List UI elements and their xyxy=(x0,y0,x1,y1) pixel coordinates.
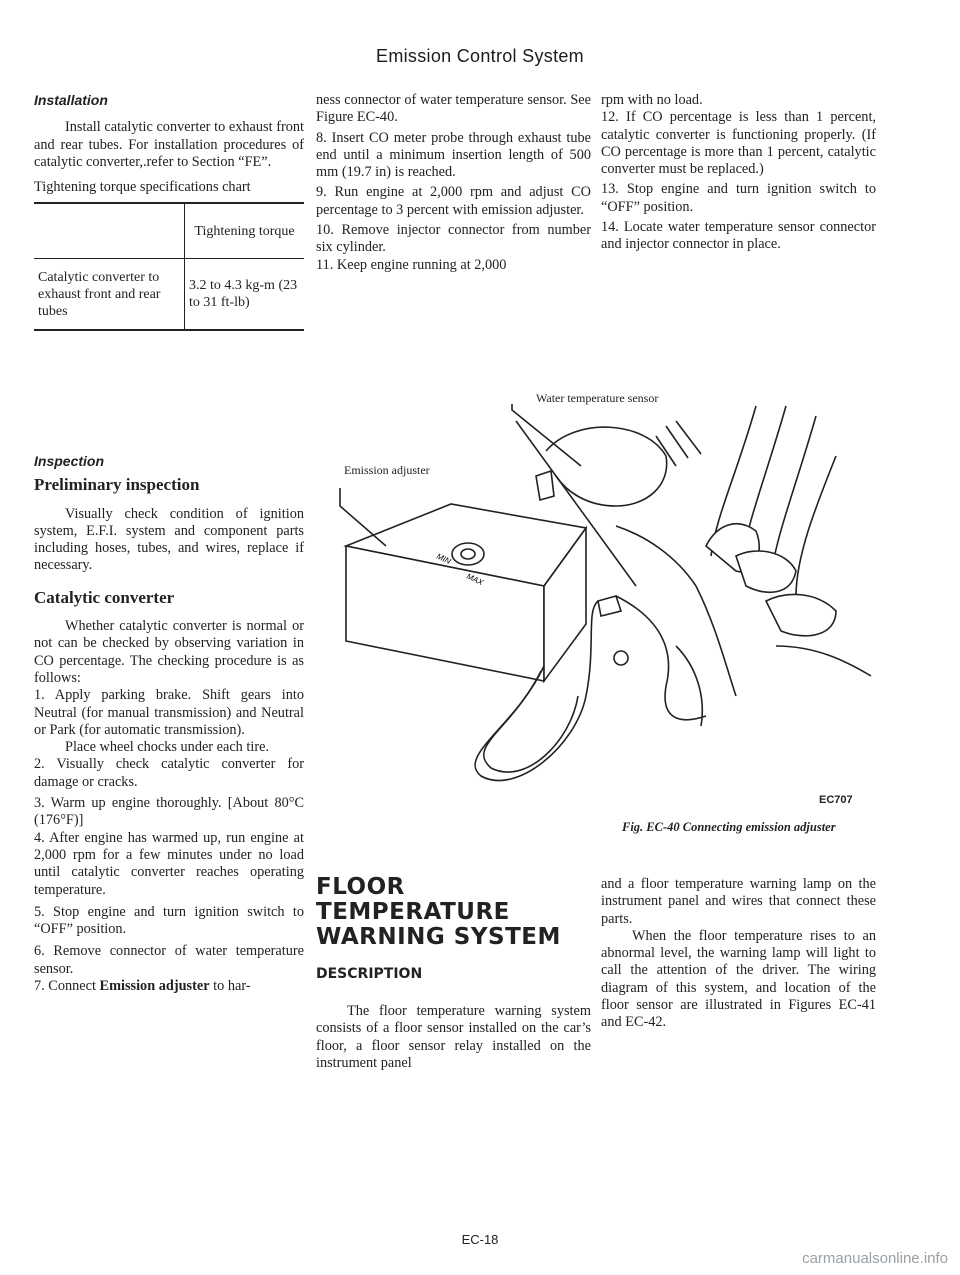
floor-paragraph-3: When the floor temperature rises to an abnormal level, the warning lamp will light to call the attention of the driver. The wiring diagram of this system, and location of the floor sensor are illustrated in Figures EC-41 and EC-42. xyxy=(601,927,876,1031)
preliminary-paragraph: Visually check condition of ignition system, E.F.I. system and component parts including hoses, tubes, and wires, replace if necessary. xyxy=(34,505,304,574)
step-1: 1. Apply parking brake. Shift gears into Neutral (for manual transmission) and Neutral or Park (for automatic transmission). xyxy=(34,687,304,738)
leader-sensor xyxy=(512,404,581,466)
step-7: 7. Connect Emission adjuster to har- xyxy=(34,978,251,995)
label-emission-adjuster: Emission adjuster xyxy=(344,463,430,477)
figure-caption: Fig. EC-40 Connecting emission adjuster xyxy=(622,820,836,834)
step-6: 6. Remove connector of water temperature sensor. xyxy=(34,943,304,977)
floor-section-title: FLOOR TEMPERATURE WARNING SYSTEM xyxy=(316,874,561,950)
step-7-cont: ness connector of water temperature sensor. See Figure EC-40. xyxy=(316,92,591,126)
knob-max-label: MAX xyxy=(465,571,485,588)
installation-heading: Installation xyxy=(34,92,108,108)
step-11-cont: rpm with no load. xyxy=(601,92,703,108)
column-left xyxy=(34,92,304,331)
preliminary-inspection-heading: Preliminary inspection xyxy=(34,475,200,495)
torque-row-value: 3.2 to 4.3 kg-m (23 to 31 ft-lb) xyxy=(189,278,298,311)
step-11: 11. Keep engine running at 2,000 xyxy=(316,256,507,273)
page-header: Emission Control System xyxy=(376,46,584,66)
step-14: 14. Locate water temperature sensor connector and injector connector in place. xyxy=(601,219,876,253)
knob-min-label: MIN xyxy=(435,551,453,567)
step-9: 9. Run engine at 2,000 rpm and adjust CO percentage to 3 percent with emission adjuster. xyxy=(316,184,591,218)
step-5: 5. Stop engine and turn ignition switch to “OFF” position. xyxy=(34,903,304,938)
torque-row-label: Catalytic converter to exhaust front and rear tubes xyxy=(34,259,185,331)
installation-paragraph: Install catalytic converter to exhaust front and rear tubes. For installation procedures of catalytic converter,.refer to Section “FE”. xyxy=(34,119,304,170)
engine-hose xyxy=(546,427,667,506)
emission-adjuster-illustration xyxy=(316,396,876,816)
step-13: 13. Stop engine and turn ignition switch to “OFF” position. xyxy=(601,181,876,215)
step-4: 4. After engine has warmed up, run engine at 2,000 rpm for a few minutes under no load until catalytic converter reaches operating temperature. xyxy=(34,829,304,898)
description-heading: DESCRIPTION xyxy=(316,966,423,982)
floor-paragraph-1: The floor temperature warning system consists of a floor sensor installed on the car’s floor, a floor sensor relay installed on the instrument panel xyxy=(316,1003,591,1071)
label-water-temperature-sensor: Water temperature sensor xyxy=(536,391,659,405)
watermark: carmanualsonline.info xyxy=(802,1250,948,1267)
step-2: 2. Visually check catalytic converter for damage or cracks. xyxy=(34,756,304,790)
torque-chart-title: Tightening torque specifications chart xyxy=(34,179,251,196)
torque-table xyxy=(34,202,304,331)
column-middle xyxy=(316,92,591,274)
torque-header: Tightening torque xyxy=(194,223,295,239)
step-1-note: Place wheel chocks under each tire. xyxy=(65,739,270,756)
catalytic-converter-heading: Catalytic converter xyxy=(34,587,175,607)
catalytic-paragraph: Whether catalytic converter is normal or not can be checked by observing variation in CO percentage. The checking procedure is as follows: xyxy=(34,618,304,686)
figure-code: EC707 xyxy=(819,794,853,806)
emission-adjuster-bold: Emission adjuster xyxy=(99,978,210,995)
page-number: EC-18 xyxy=(461,1232,499,1247)
connector-plug xyxy=(598,596,621,616)
bolt xyxy=(614,651,628,665)
figure-ec-40 xyxy=(316,391,876,816)
inspection-section xyxy=(34,453,304,995)
step-12: 12. If CO percentage is less than 1 percent, catalytic converter is functioning properly. (If CO percentage is more than 1 percent, catalytic converter must be replaced.) xyxy=(601,109,876,178)
step-3: 3. Warm up engine thoroughly. [About 80°C (176°F)] xyxy=(34,795,304,829)
step-8: 8. Insert CO meter probe through exhaust tube end until a minimum insertion length of 500 mm (19.7 in) is reached. xyxy=(316,129,591,181)
floor-paragraph-2: and a floor temperature warning lamp on the instrument panel and wires that connect these parts. xyxy=(601,876,876,927)
step-10: 10. Remove injector connector from number six cylinder. xyxy=(316,222,591,256)
inspection-heading: Inspection xyxy=(34,453,105,469)
column-right xyxy=(601,92,876,254)
